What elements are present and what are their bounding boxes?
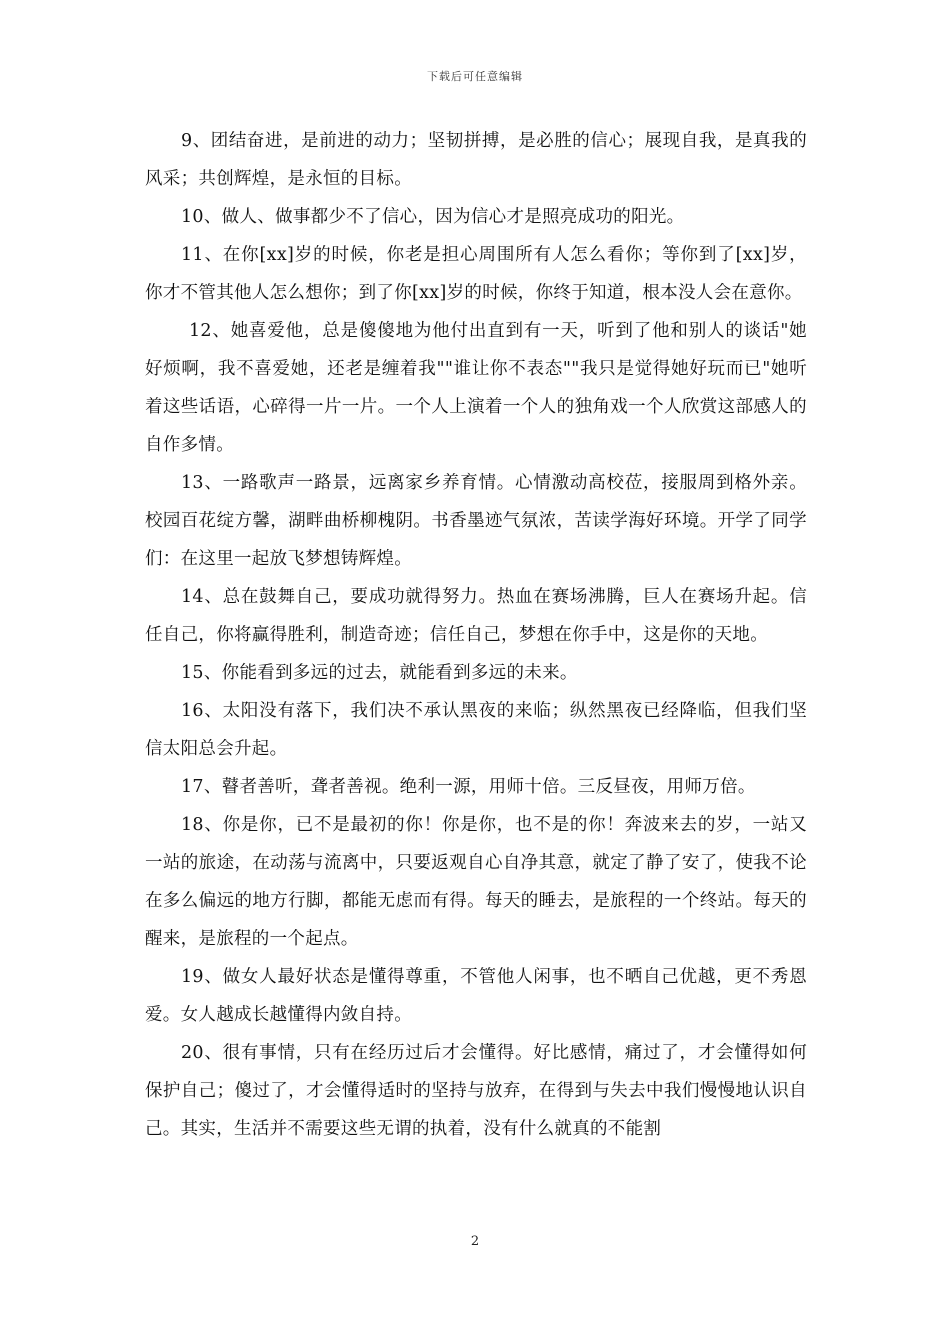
paragraph-13: 13、一路歌声一路景，远离家乡养育情。心情激动高校莅，接服周到格外亲。校园百花绽方馨，湖畔曲桥柳槐阴。书香墨迹气氛浓，苦读学海好环境。开学了同学们：在这里一起放飞梦想铸辉煌。 [145,473,807,569]
paragraph-18: 18、你是你，已不是最初的你！你是你，也不是的你！奔波来去的岁，一站又一站的旅途，在动荡与流离中，只要返观自心自净其意，就定了静了安了，使我不论在多么偏远的地方行脚，都能无虑而有得。每天的睡去，是旅程的一个终站。每天的醒来，是旅程的一个起点。 [145,815,807,949]
page-number: 2 [470,1234,480,1249]
paragraph-16: 16、太阳没有落下，我们决不承认黑夜的来临；纵然黑夜已经降临，但我们坚信太阳总会升起。 [145,701,807,759]
paragraph-12: 12、她喜爱他，总是傻傻地为他付出直到有一天，听到了他和别人的谈话"她好烦啊，我不喜爱她，还老是缠着我""谁让你不表态""我只是觉得她好玩而已"她听着这些话语，心碎得一片一片。一个人上演着一个人的独角戏一个人欣赏这部感人的自作多情。 [145,321,807,455]
document-body [145,122,807,1148]
paragraph-15: 15、你能看到多远的过去，就能看到多远的未来。 [181,663,578,683]
paragraph-9: 9、团结奋进，是前进的动力；坚韧拼搏，是必胜的信心；展现自我，是真我的风采；共创辉煌，是永恒的目标。 [145,131,807,189]
paragraph-14: 14、总在鼓舞自己，要成功就得努力。热血在赛场沸腾，巨人在赛场升起。信任自己，你将赢得胜利，制造奇迹；信任自己，梦想在你手中，这是你的天地。 [145,587,807,645]
paragraph-10: 10、做人、做事都少不了信心，因为信心才是照亮成功的阳光。 [181,207,685,227]
paragraph-20: 20、很有事情，只有在经历过后才会懂得。好比感情，痛过了，才会懂得如何保护自己；傻过了，才会懂得适时的坚持与放弃，在得到与失去中我们慢慢地认识自己。其实，生活并不需要这些无谓的执着，没有什么就真的不能割 [145,1043,807,1139]
paragraph-19: 19、做女人最好状态是懂得尊重，不管他人闲事，也不晒自己优越，更不秀恩爱。女人越成长越懂得内敛自持。 [145,967,807,1025]
paragraph-11: 11、在你[xx]岁的时候，你老是担心周围所有人怎么看你；等你到了[xx]岁，你才不管其他人怎么想你；到了你[xx]岁的时候，你终于知道，根本没人会在意你。 [145,245,807,303]
paragraph-17: 17、瞽者善听，聋者善视。绝利一源，用师十倍。三反昼夜，用师万倍。 [181,777,756,797]
page-header: 下载后可任意编辑 [427,70,523,83]
